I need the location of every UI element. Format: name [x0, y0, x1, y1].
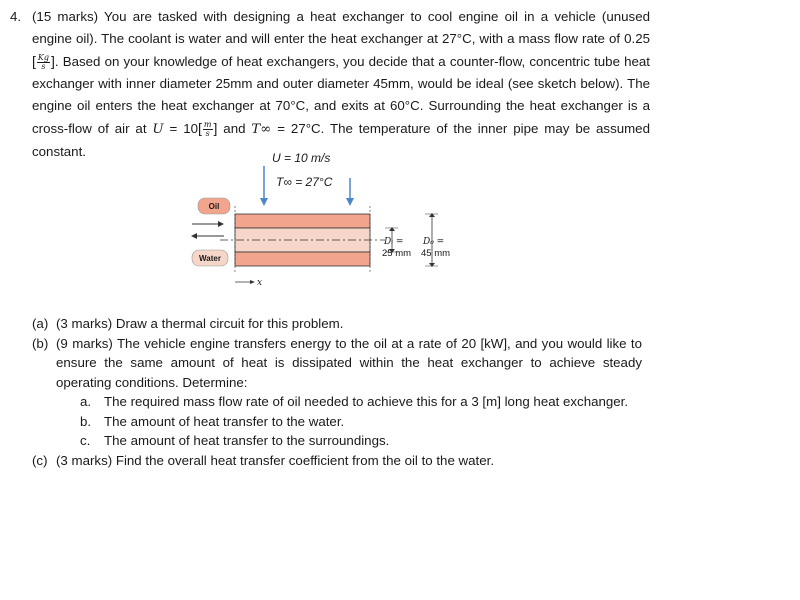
bracket-open-2: [	[198, 120, 202, 136]
subpart-a-label: a.	[80, 394, 92, 409]
di-value: 25 mm	[382, 248, 412, 259]
air-velocity-label: U = 10 m/s	[272, 151, 331, 165]
subpart-a	[32, 392, 642, 412]
do-arrow-bottom	[429, 263, 435, 267]
air-velocity-symbol: U	[152, 122, 164, 137]
question-number: 4.	[10, 9, 22, 24]
do-label: D₀ =	[423, 237, 445, 247]
subpart-c-text: The amount of heat transfer to the surroundings.	[104, 433, 390, 448]
part-c-label: (c)	[32, 452, 48, 468]
x-axis-label: x	[257, 278, 263, 288]
question-block	[10, 6, 650, 163]
air-velocity-equals: = 10	[163, 121, 199, 136]
heat-exchanger-sketch	[180, 144, 480, 304]
statement-sentence-2: . Based on your knowledge of heat exchangers, you decide that a counter-flow, concentric tube heat exchanger with inner diameter 25mm and outer diameter 45mm, would be ideal (see sketch below). The engine oil enters the heat exchanger at 70°C, and exits at 60°C. Surrounding the heat exchanger is a cross-flow of air at	[32, 54, 650, 136]
sketch-svg	[180, 144, 480, 304]
water-out-arrow-head	[191, 233, 197, 239]
air-velocity-unit-numerator: m	[203, 119, 212, 129]
part-b-label: (b)	[32, 335, 49, 351]
bracket-close-2: ]	[213, 120, 218, 136]
statement-sentence-1: You are tasked with designing a heat exchanger to cool engine oil in a vehicle (unused engine oil). The coolant is water and will enter the heat exchanger at 27°C, with a mass flow rate of 0.25	[32, 9, 650, 46]
part-c-text: (3 marks) Find the overall heat transfer coefficient from the oil to the water.	[56, 452, 495, 468]
air-temperature-label: T∞ = 27°C	[276, 175, 333, 189]
x-axis-arrow-head	[250, 280, 255, 284]
do-arrow-top	[429, 213, 435, 217]
air-arrow-right-head	[346, 198, 354, 206]
part-b	[32, 334, 642, 393]
air-temp-symbol: T∞	[251, 122, 272, 137]
subpart-a-text: The required mass flow rate of oil needed to achieve this for a 3 [m] long heat exchanger.	[104, 394, 629, 409]
part-c	[32, 451, 642, 471]
mass-flow-unit	[37, 54, 50, 71]
oil-label: Oil	[208, 202, 220, 211]
do-value: 45 mm	[421, 248, 451, 259]
part-b-text: (9 marks) The vehicle engine transfers energy to the oil at a rate of 20 [kW], and you would like to ensure the same amount of heat is dissipated within the heat exchanger to achieve steady operating conditions. Determine:	[56, 335, 642, 390]
question-statement	[10, 6, 650, 163]
part-a	[32, 314, 642, 334]
air-arrow-left-head	[260, 198, 268, 206]
subpart-b	[32, 412, 642, 432]
di-arrow-top	[389, 227, 395, 231]
part-a-text: (3 marks) Draw a thermal circuit for this problem.	[56, 316, 344, 331]
question-parts	[32, 314, 642, 470]
part-a-label: (a)	[32, 316, 49, 331]
outer-pipe-top	[235, 214, 370, 228]
water-label: Water	[199, 254, 221, 263]
subpart-c	[32, 431, 642, 451]
air-velocity-unit-denominator: s	[205, 128, 210, 138]
subpart-b-text: The amount of heat transfer to the water.	[104, 413, 345, 429]
outer-pipe-bottom	[235, 252, 370, 266]
di-label: Dᵢ =	[384, 237, 404, 247]
bracket-close: ]	[51, 53, 55, 69]
subpart-c-label: c.	[80, 433, 91, 448]
oil-in-arrow-head	[218, 221, 224, 227]
statement-sentence-3: and	[217, 121, 252, 136]
mass-flow-unit-denominator: s	[41, 61, 46, 71]
subpart-b-label: b.	[80, 413, 92, 429]
air-temp-equals: = 27°C. The temperature of the inner pipe may be assumed constant.	[32, 121, 650, 159]
air-velocity-unit	[203, 121, 213, 138]
marks-label: (15 marks)	[32, 9, 99, 24]
mass-flow-unit-numerator: Kg	[37, 52, 49, 62]
bracket-open: [	[32, 53, 36, 69]
